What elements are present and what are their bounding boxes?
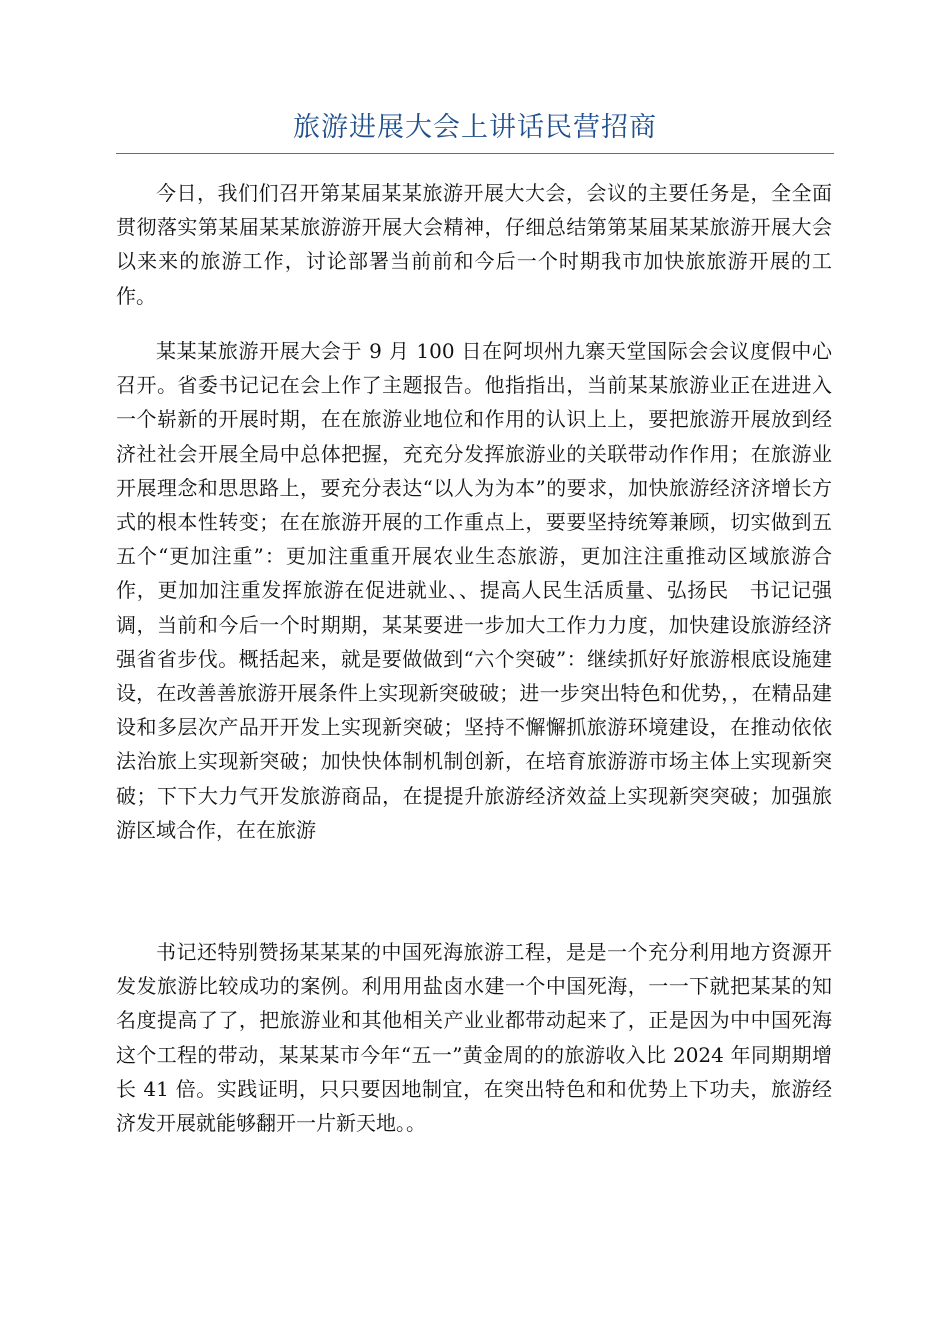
document-body (116, 176, 832, 1162)
paragraph-1: 今日，我们们召开第某届某某旅游开展大大会，会议的主要任务是，全全面贯彻落实第某届某某旅游游开展大会精神，仔细总结第第某届某某旅游开展大会以来来的旅游工作，讨论部署当前前和今后一个时期我市加快旅旅游开展的工作。 (116, 181, 832, 308)
title-underline-divider (116, 153, 834, 154)
page-title: 旅游进展大会上讲话民营招商 (293, 112, 657, 143)
paragraph-3: 书记还特别赞扬某某某的中国死海旅游工程，是是一个充分利用地方资源开发发旅游比较成功的案例。利用用盐卤水建一个中国死海，一一下就把某某的知名度提高了了，把旅游业和其他相关产业业都带动起来了，正是因为中中国死海这个工程的带动，某某某市今年“五一”黄金周的的旅游收入比 2024 年同期期增长 41 倍。实践证明，只只要因地制宜，在突出特色和和优势上下功夫，旅游经济发开展就能够翻开一片新天地。。 (116, 940, 832, 1136)
paragraph-2: 某某某旅游开展大会于 9 月 100 日在阿坝州九寨天堂国际会会议度假中心召开。省委书记记在会上作了主题报告。他指指出，当前某某旅游业正在进进入一个崭新的开展时期，在在旅游业地位和作用的认识上上，要把旅游开展放到经济社社会开展全局中总体把握，充充分发挥旅游业的关联带动作作用；在旅游业开展理念和思思路上，要充分表达“以人为为本”的要求，加快旅游经济济增长方式的根本性转变；在在旅游开展的工作重点上，要要坚持统筹兼顾，切实做到五五个“更加注重”：更加注重重开展农业生态旅游，更加注注重推动区域旅游合作，更加加注重发挥旅游在促进就业、、提高人民生活质量、弘扬民 书记记强调，当前和今后一个时期期，某某要进一步加大工作力力度，加快建设旅游经济强省省步伐。概括起来，就是要做做到“六个突破”：继续抓好好旅游根底设施建设，在改善善旅游开展条件上实现新突破破；进一步突出特色和优势，，在精品建设和多层次产品开开发上实现新突破；坚持不懈懈抓旅游环境建设，在推动依依法治旅上实现新突破；加快快体制机制创新，在培育旅游游市场主体上实现新突破；下下大力气开发旅游商品，在提提升旅游经济效益上实现新突突破；加强旅游区域合作，在在旅游 (116, 339, 832, 842)
